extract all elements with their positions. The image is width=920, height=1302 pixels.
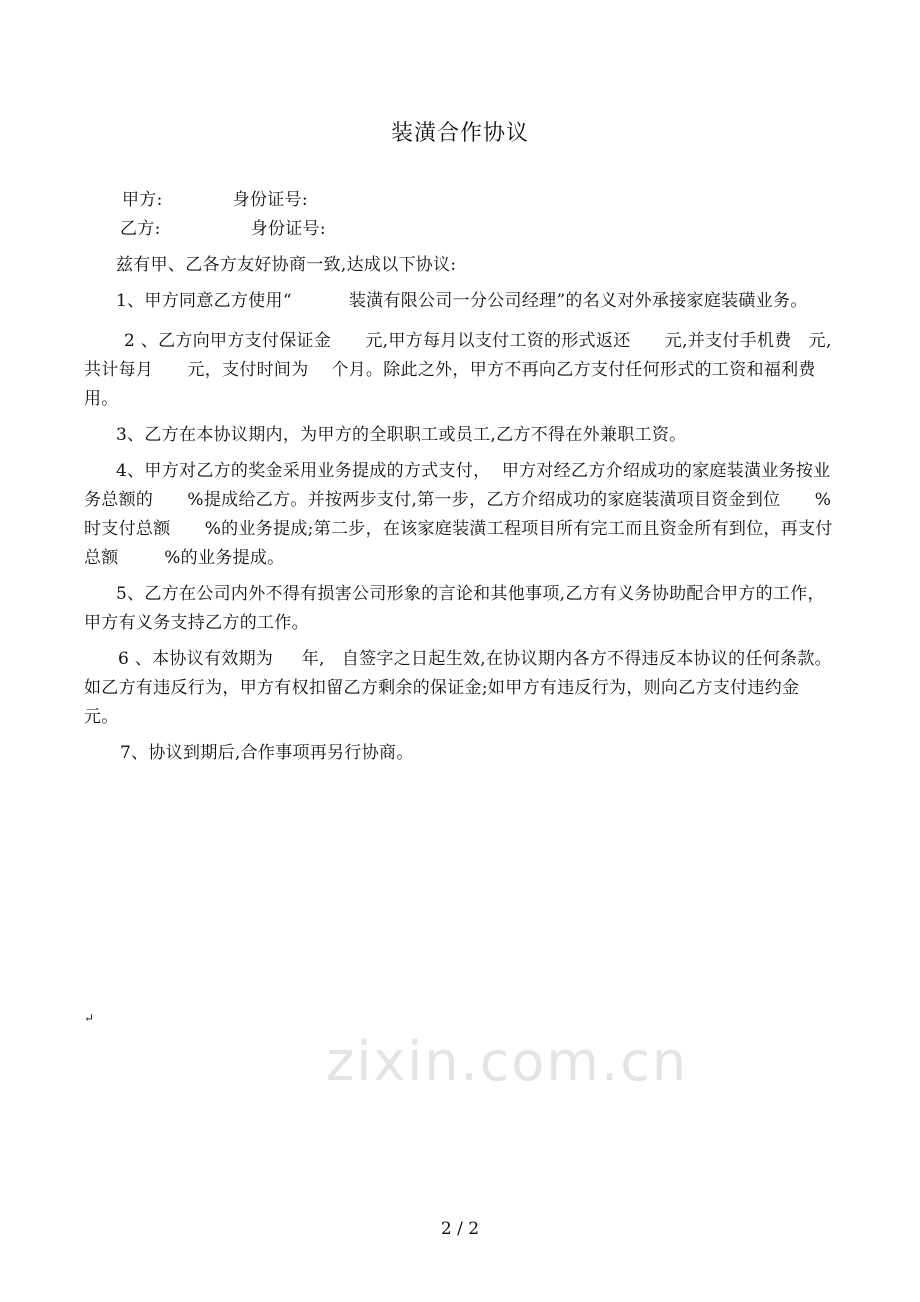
party-a-line: [84, 186, 836, 215]
watermark: zixin.com.cn: [326, 1030, 689, 1093]
page-number: 2 / 2: [440, 1219, 480, 1239]
clause-3: 3、乙方在本协议期内，为甲方的全职职工或员工,乙方不得在外兼职工资。: [116, 425, 687, 445]
party-b-id-label: 身份证号:: [250, 219, 326, 239]
document-title: 装潢合作协议: [390, 121, 529, 146]
preamble: 兹有甲、乙各方友好协商一致,达成以下协议:: [116, 255, 457, 275]
clause-4: 4、甲方对乙方的奖金采用业务提成的方式支付， 甲方对经乙方介绍成功的家庭装潢业务按业务总额的 %提成给乙方。并按两步支付,第一步，乙方介绍成功的家庭装潢项目资金到位 %时支付总额 %的业务提成;第二步，在该家庭装潢工程项目所有完工而且资金所有到位，再支付总额 %的业务提成。: [84, 461, 833, 568]
agreement-body: [84, 186, 836, 768]
party-a-label: 甲方:: [122, 190, 163, 210]
clause-6: 6 、本协议有效期为 年, 自签字之日起生效,在协议期内各方不得违反本协议的任何条款。如乙方有违反行为，甲方有权扣留乙方剩余的保证金;如甲方有违反行为，则向乙方支付违约金 元。: [84, 649, 832, 727]
clause-2: 2 、乙方向甲方支付保证金 元,甲方每月以支付工资的形式返还 元,并支付手机费 元,共计每月 元，支付时间为 个月。除此之外，甲方不再向乙方支付任何形式的工资和福利费用。: [84, 331, 832, 409]
party-b-line: [84, 215, 836, 244]
paragraph-return-icon: ↵: [84, 1011, 95, 1025]
clause-5: 5、乙方在公司内外不得有损害公司形象的言论和其他事项,乙方有义务协助配合甲方的工作，甲方有义务支持乙方的工作。: [84, 584, 825, 633]
clause-7: 7、协议到期后,合作事项再另行协商。: [120, 743, 414, 763]
party-a-id-label: 身份证号:: [232, 190, 308, 210]
clause-1: 1、甲方同意乙方使用“ 装潢有限公司一分公司经理”的名义对外承接家庭装磺业务。: [116, 291, 808, 311]
party-b-label: 乙方:: [120, 219, 161, 239]
